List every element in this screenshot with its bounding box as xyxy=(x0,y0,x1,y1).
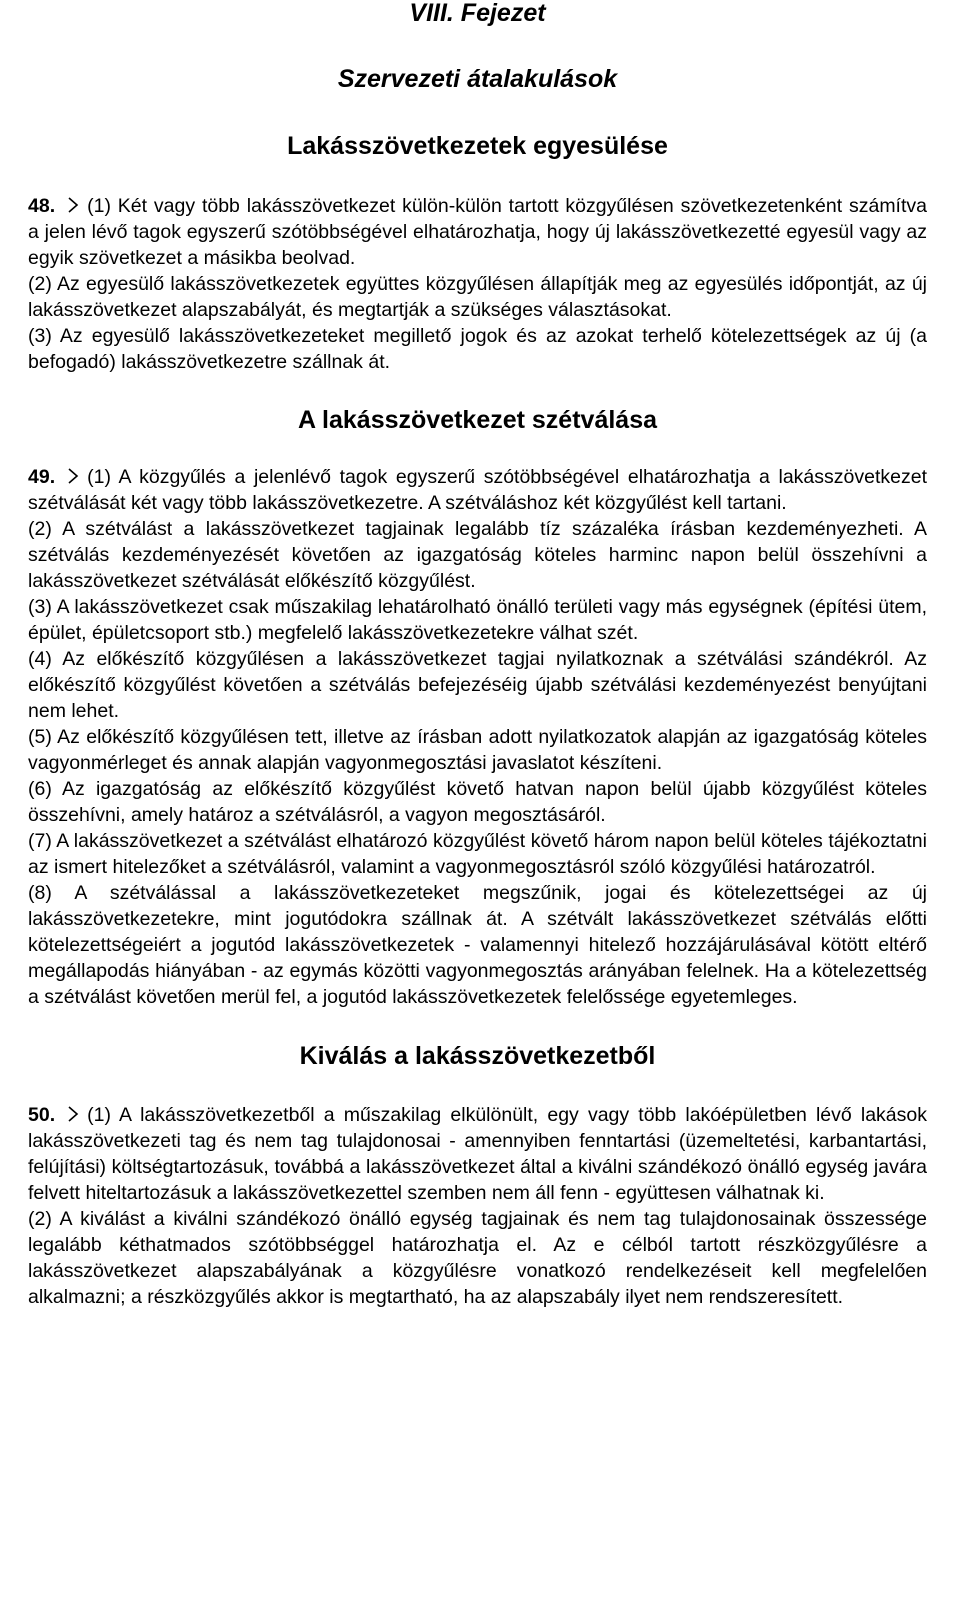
paragraph-49-4: (4) Az előkészítő közgyűlésen a lakásszövetkezet tagjai nyilatkoznak a szétválási szándékról. Az előkészítő közgyűlést követően a szétválás befejezéséig újabb szétválási kezdeményezést benyújtani nem lehet. xyxy=(28,648,927,722)
part-heading: Szervezeti átalakulások xyxy=(337,65,618,93)
section-number: 49. xyxy=(28,466,56,488)
section-number: 50. xyxy=(28,1104,56,1126)
paragraph-48-2: (2) Az egyesülő lakásszövetkezetek együttes közgyűlésen állapítják meg az egyesülés időpontját, az új lakásszövetkezet alapszabályát, és megtartják a szükséges választásokat. xyxy=(28,273,927,321)
paragraph-50-1 xyxy=(28,1102,927,1206)
section-title-49: A lakásszövetkezet szétválása xyxy=(297,406,658,434)
section-link-icon[interactable] xyxy=(67,196,81,214)
section-link-icon[interactable] xyxy=(67,1105,81,1123)
paragraph-48-3: (3) Az egyesülő lakásszövetkezeteket megillető jogok és az azokat terhelő kötelezettségek az új (a befogadó) lakásszövetkezetre szállnak át. xyxy=(28,325,927,373)
paragraph-49-3: (3) A lakásszövetkezet csak műszakilag lehatárolható önálló területi vagy más egységnek (építési ütem, épület, épületcsoport stb.) megfelelő lakásszövetkezetekre válhat szét. xyxy=(28,596,927,644)
paragraph-49-8: (8) A szétválással a lakásszövetkezeteket megszűnik, jogai és kötelezettségei az új lakásszövetkezetekre, mint jogutódokra szállnak át. A szétvált lakásszövetkezet szétválás előtti kötelezettségeiért a jogutód lakásszövetkezetek - valamennyi hitelező hozzájárulásával kötött eltérő megállapodás hiányában - az egymás közötti vagyonmegosztás arányában felelnek. Ha a kötelezettség a szétválást követően merül fel, a jogutód lakásszövetkezetek felelőssége egyetemleges. xyxy=(28,882,927,1008)
paragraph-49-2: (2) A szétválást a lakásszövetkezet tagjainak legalább tíz százaléka írásban kezdeményezheti. A szétválás kezdeményezését követően az igazgatóság köteles harminc napon belül összehívni a lakásszövetkezet szétválását előkészítő közgyűlést. xyxy=(28,518,927,592)
section-link-icon[interactable] xyxy=(67,467,81,485)
chapter-heading: VIII. Fejezet xyxy=(409,0,546,27)
section-number: 48. xyxy=(28,195,56,217)
paragraph-text: (1) A lakásszövetkezetből a műszakilag elkülönült, egy vagy több lakóépületben lévő lakások lakásszövetkezeti tag és nem tag tulajdonosai - amennyiben fenntartási (üzemeltetési, karbantartási, felújítási) költségtartozásuk, továbbá a lakásszövetkezet által a kiválni szándékozó önálló egység javára felvett hiteltartozásuk a lakásszövetkezettel szemben nem áll fenn - együttesen válhatnak ki. xyxy=(28,1104,927,1204)
document-page xyxy=(28,0,927,1310)
section-title-48: Lakásszövetkezetek egyesülése xyxy=(287,132,668,160)
paragraph-50-2: (2) A kiválást a kiválni szándékozó önálló egység tagjainak és nem tag tulajdonosainak összessége legalább kéthatmados szótöbbséggel határozhatja el. Az e célból tartott részközgyűlésre a lakásszövetkezet alapszabályának a közgyűlésre vonatkozó rendelkezéseit kell megfelelően alkalmazni; a részközgyűlés akkor is megtartható, ha az alapszabály ilyet nem rendszeresített. xyxy=(28,1208,927,1308)
paragraph-49-6: (6) Az igazgatóság az előkészítő közgyűlést követő hatvan napon belül újabb közgyűlést köteles összehívni, amely határoz a szétválásról, a vagyon megosztásáról. xyxy=(28,778,927,826)
paragraph-49-7: (7) A lakásszövetkezet a szétválást elhatározó közgyűlést követő három napon belül köteles tájékoztatni az ismert hitelezőket a szétválásról, valamint a vagyonmegosztásról szóló közgyűlési határozatról. xyxy=(28,830,927,878)
paragraph-49-1 xyxy=(28,464,927,516)
paragraph-49-5: (5) Az előkészítő közgyűlésen tett, illetve az írásban adott nyilatkozatok alapján az igazgatóság köteles vagyonmérleget és annak alapján vagyonmegosztási javaslatot készíteni. xyxy=(28,726,927,774)
section-title-50: Kiválás a lakásszövetkezetből xyxy=(299,1042,656,1070)
paragraph-48-1 xyxy=(28,193,927,271)
paragraph-text: (1) A közgyűlés a jelenlévő tagok egyszerű szótöbbségével elhatározhatja a lakásszövetkezet szétválását két vagy több lakásszövetkezetre. A szétváláshoz két közgyűlést kell tartani. xyxy=(28,466,927,514)
paragraph-text: (1) Két vagy több lakásszövetkezet külön-külön tartott közgyűlésen szövetkezetenként számítva a jelen lévő tagok egyszerű szótöbbségével elhatározhatja, hogy új lakásszövetkezetté egyesül vagy az egyik szövetkezet a másikba beolvad. xyxy=(28,195,927,269)
